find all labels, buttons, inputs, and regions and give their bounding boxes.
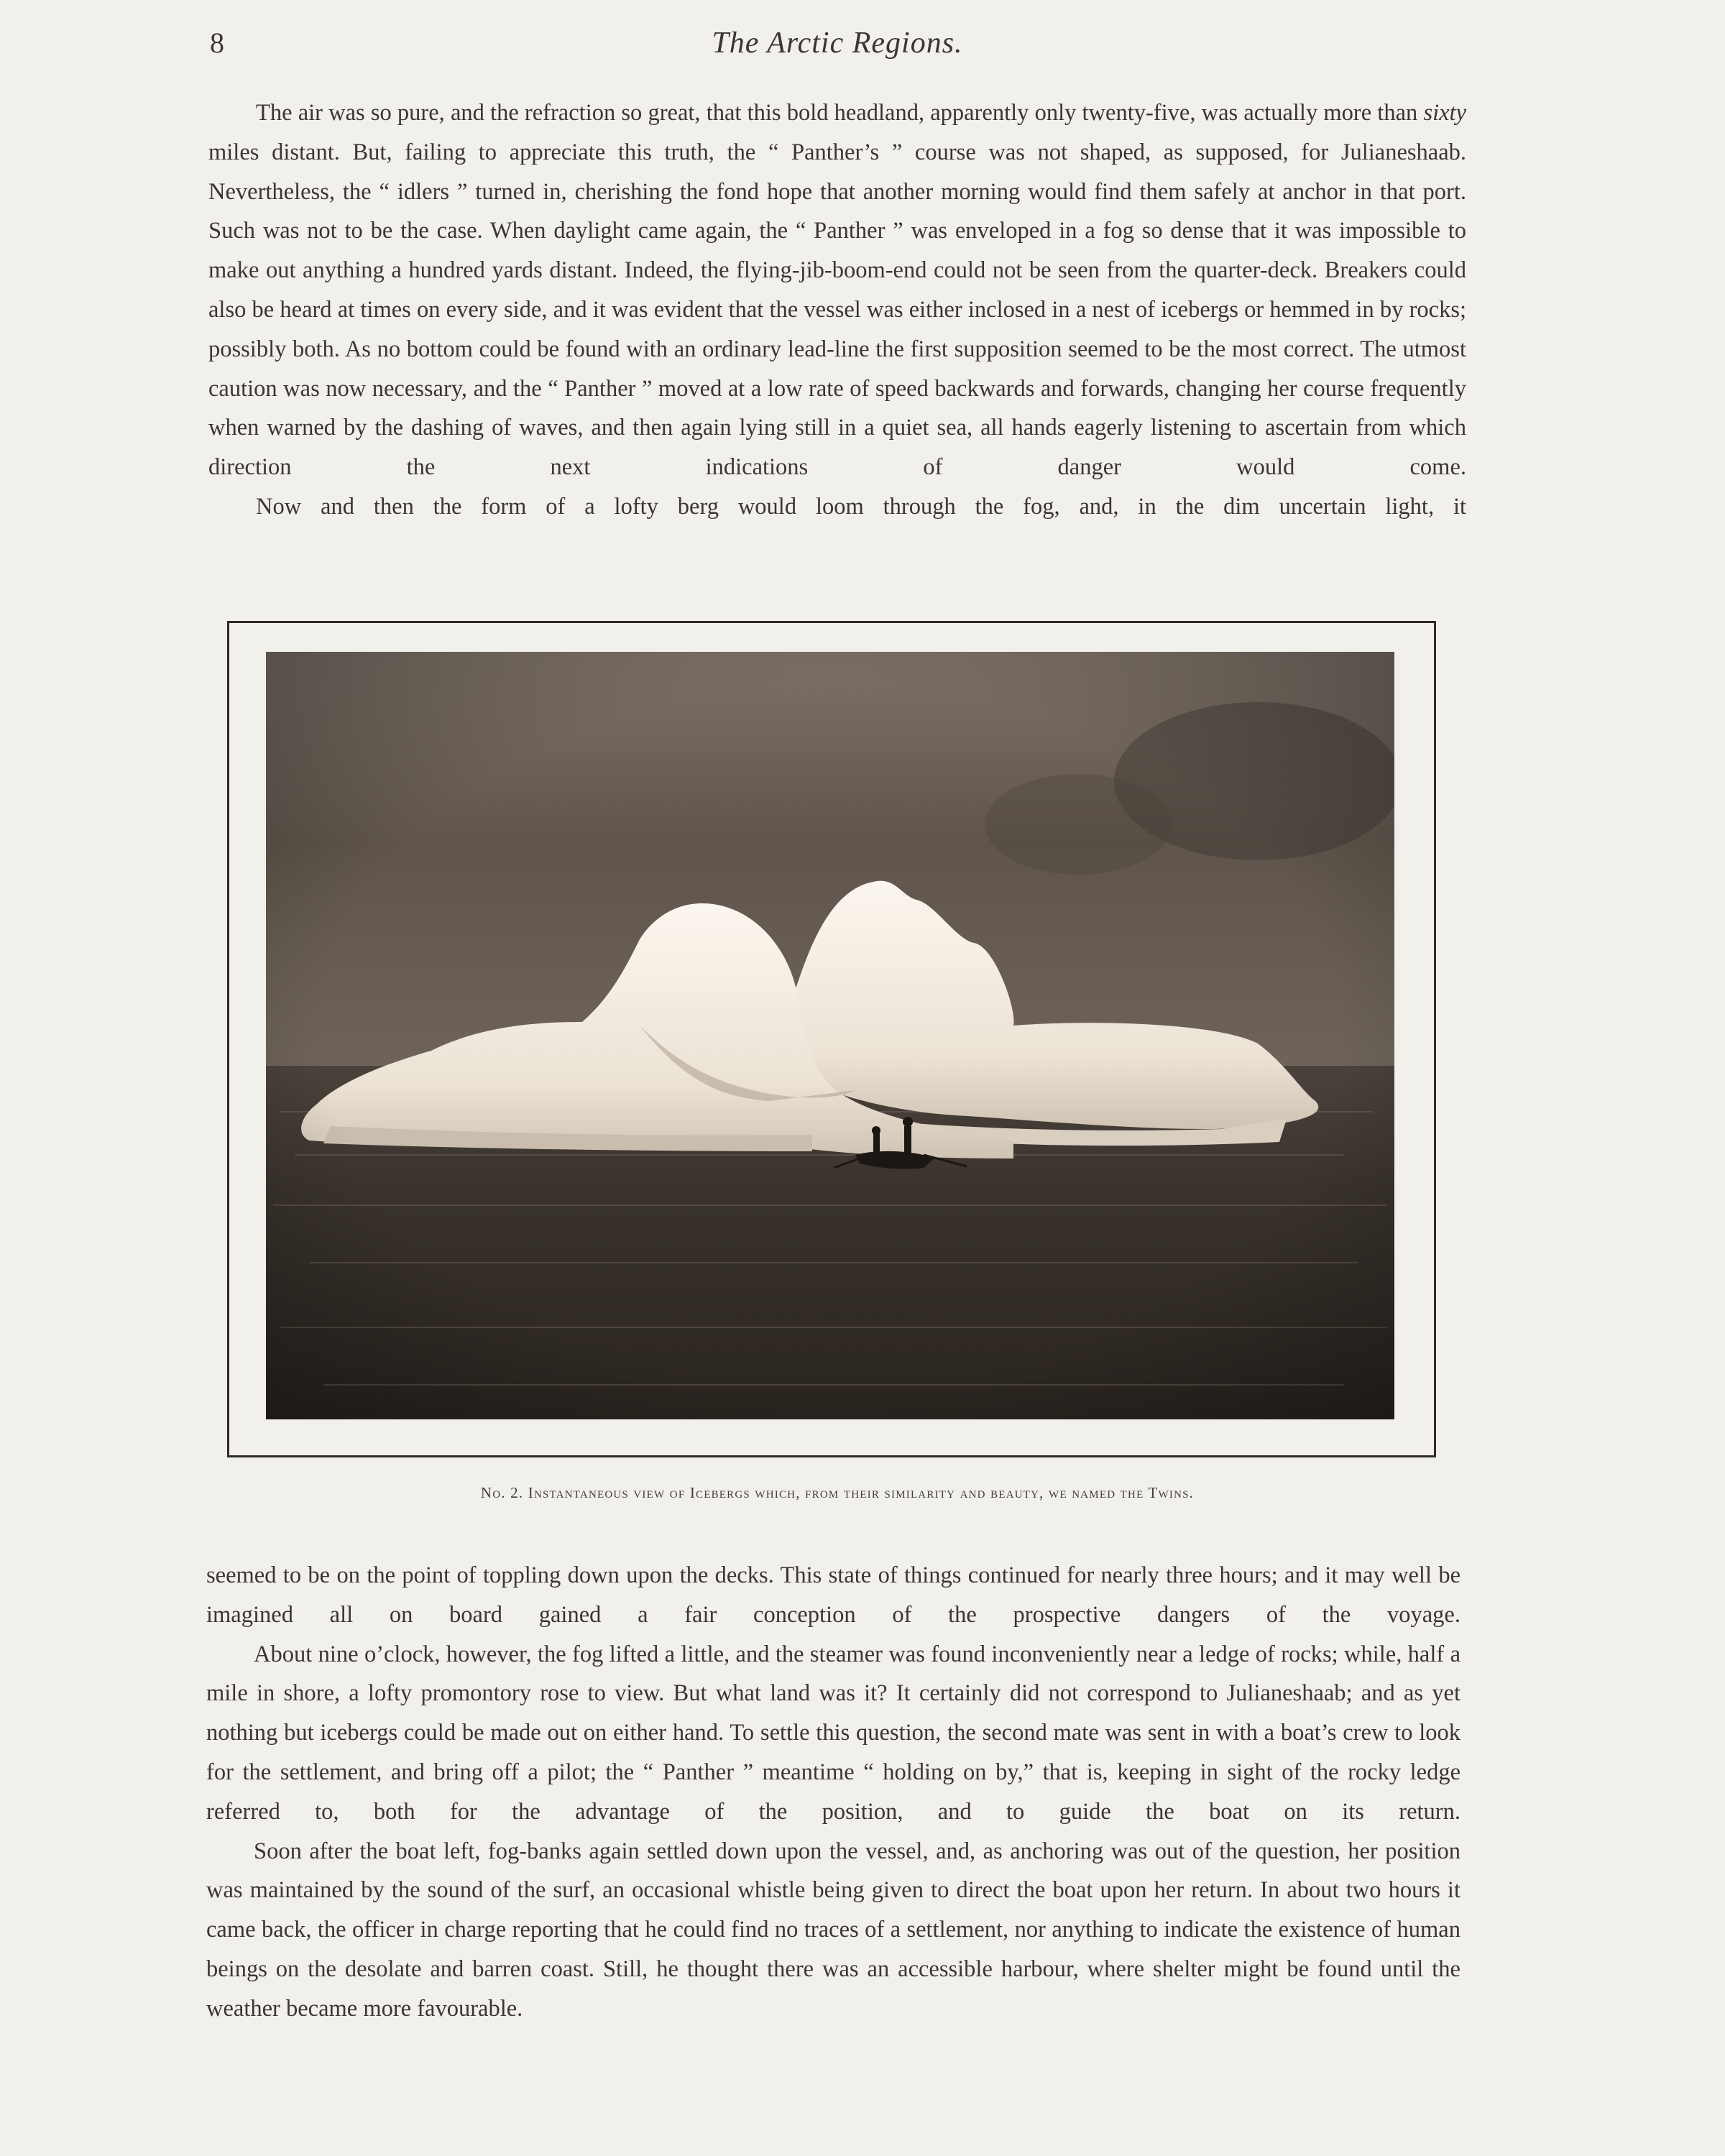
paragraph [208, 93, 1466, 487]
body-text-top [208, 93, 1466, 527]
emphasis: sixty [1423, 100, 1466, 126]
plate-caption: No. 2. Instantaneous view of Icebergs which, from their similarity and beauty, we named the Twins. [480, 1484, 1195, 1501]
text-run: The air was so pure, and the refraction so great, that this bold headland, apparently only twenty-five, was actually more than [256, 100, 1424, 126]
paragraph: Now and then the form of a lofty berg would loom through the fog, and, in the dim uncertain light, it [256, 493, 1466, 520]
running-title: The Arctic Regions. [712, 27, 963, 60]
body-text-bottom [206, 1556, 1460, 2029]
paragraph: Soon after the boat left, fog-banks again settled down upon the vessel, and, as anchoring was out of the question, her position was maintained by the sound of the surf, an occasional whistle being given to direct the boat upon her return. In about two hours it came back, the officer in charge reporting that he could find no traces of a settlement, nor anything to indicate the existence of human beings on the desolate and barren coast. Still, he thought there was an accessible harbour, where shelter might be found until the weather became more favourable. [206, 1838, 1460, 2022]
paragraph: About nine o’clock, however, the fog lifted a little, and the steamer was found inconveniently near a ledge of rocks; while, half a mile in shore, a lofty promontory rose to view. But what land was it? It certainly did not correspond to Julianeshaab; and as yet nothing but icebergs could be made out on either hand. To settle this question, the second mate was sent in with a boat’s crew to look for the settlement, and bring off a pilot; the “ Panther ” meantime “ holding on by,” that is, keeping in sight of the rocky ledge referred to, both for the advantage of the position, and to guide the boat on its return. [206, 1641, 1460, 1825]
iceberg-photograph [266, 652, 1394, 1419]
text-run: miles distant. But, failing to appreciate this truth, the “ Panther’s ” course was not shaped, as supposed, for Julianeshaab. Nevertheless, the “ idlers ” turned in, cherishing the fond hope that another morning would find them safely at anchor in that port. Such was not to be the case. When daylight came again, the “ Panther ” was enveloped in a fog so dense that it was impossible to make out anything a hundred yards distant. Indeed, the flying-jib-boom-end could not be seen from the quarter-deck. Breakers could also be heard at times on every side, and it was evident that the vessel was either inclosed in a nest of icebergs or hemmed in by rocks; possibly both. As no bottom could be found with an ordinary lead-line the first supposition seemed to be the most correct. The utmost caution was now necessary, and the “ Panther ” moved at a low rate of speed backwards and forwards, changing her course frequently when warned by the dashing of waves, and then again lying still in a quiet sea, all hands eagerly listening to ascertain from which direction the next indications of danger would come. [208, 139, 1466, 481]
paragraph: seemed to be on the point of toppling down upon the decks. This state of things continued for nearly three hours; and it may well be imagined all on board gained a fair conception of the prospective dangers of the voyage. [206, 1562, 1460, 1628]
page-number: 8 [210, 27, 224, 59]
